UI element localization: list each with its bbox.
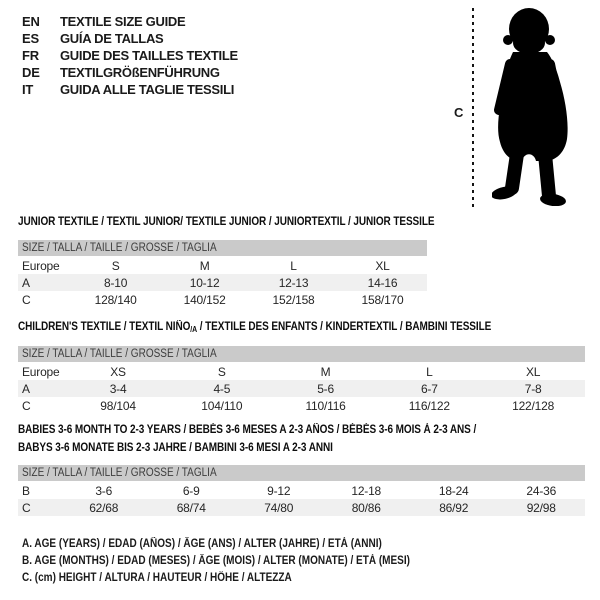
children-title-sub: /A	[190, 325, 198, 334]
children-title-pre: CHILDREN'S TEXTILE / TEXTIL NIÑO	[18, 321, 191, 333]
table-row	[18, 257, 427, 274]
table-row	[18, 363, 585, 380]
height-cell: 104/110	[201, 398, 243, 413]
table-row	[18, 274, 427, 291]
babies-section-title-line2: BABYS 3-6 MONATE BIS 2-3 JAHRE / BAMBINI 3-6 MESI A 2-3 ANNI	[18, 442, 333, 454]
language-title: TEXTILGRÖßENFÜHRUNG	[60, 65, 220, 80]
footnote-age-years: A. AGE (YEARS) / EDAD (AÑOS) / ÂGE (ANS) / ALTER (JAHRE) / ETÀ (ANNI)	[22, 538, 382, 550]
height-dashed-line	[472, 8, 474, 208]
height-cell: 62/68	[89, 500, 119, 515]
language-code: ES	[22, 31, 39, 46]
babies-section-title-line1: BABIES 3-6 MONTH TO 2-3 YEARS / BEBÉS 3-6 MESES A 2-3 AÑOS / BÉBÉS 3-6 MOIS À 2-3 ANS /	[18, 424, 477, 436]
row-label: C	[22, 398, 31, 413]
height-cell: 152/158	[272, 292, 315, 307]
table-row	[18, 380, 585, 397]
size-header-label: SIZE / TALLA / TAILLE / GRÖSSE / TAGLIA	[22, 467, 217, 479]
row-label: C	[22, 292, 31, 307]
height-cell: 74/80	[264, 500, 294, 515]
language-code: DE	[22, 65, 40, 80]
age-cell: 10-12	[189, 275, 220, 290]
height-cell: 158/170	[361, 292, 404, 307]
language-code: IT	[22, 82, 34, 97]
height-cell: 140/152	[183, 292, 226, 307]
height-cell: 92/98	[526, 500, 556, 515]
age-cell: 6-7	[420, 381, 438, 396]
babies-size-table	[18, 465, 585, 516]
table-row	[18, 482, 585, 499]
height-cell: 86/92	[439, 500, 469, 515]
baby-silhouette-icon	[492, 6, 576, 206]
size-header-label: SIZE / TALLA / TAILLE / GRÖSSE / TAGLIA	[22, 242, 217, 254]
age-cell: 4-5	[213, 381, 231, 396]
height-cell: 128/140	[94, 292, 137, 307]
row-label: A	[22, 275, 30, 290]
height-cell: 80/86	[351, 500, 381, 515]
footnote-age-months: B. AGE (MONTHS) / EDAD (MESES) / ÂGE (MOIS) / ALTER (MONATE) / ETÀ (MESI)	[22, 555, 410, 567]
size-cell: XS	[110, 364, 126, 379]
language-title: GUÍA DE TALLAS	[60, 31, 164, 46]
children-size-table	[18, 346, 585, 414]
language-row	[22, 81, 238, 98]
language-title-list	[22, 13, 238, 98]
size-cell: M	[320, 364, 331, 379]
age-cell: 12-13	[278, 275, 309, 290]
age-cell: 5-6	[317, 381, 334, 396]
row-label: B	[22, 483, 30, 498]
language-row	[22, 13, 238, 30]
size-cell: S	[217, 364, 226, 379]
language-title: GUIDE DES TAILLES TEXTILE	[60, 48, 238, 63]
language-row	[22, 64, 238, 81]
row-label: Europe	[22, 364, 60, 379]
age-cell: 3-4	[109, 381, 127, 396]
babies-table	[18, 482, 585, 516]
children-section-title	[18, 321, 491, 334]
height-cell: 116/122	[408, 398, 450, 413]
size-cell: L	[426, 364, 433, 379]
size-cell: L	[290, 258, 297, 273]
language-row	[22, 30, 238, 47]
junior-section-title: JUNIOR TEXTILE / TEXTIL JUNIOR/ TEXTILE JUNIOR / JUNIORTEXTIL / JUNIOR TESSILE	[18, 216, 435, 228]
age-cell: 18-24	[438, 483, 469, 498]
age-cell: 3-6	[95, 483, 113, 498]
language-code: FR	[22, 48, 39, 63]
language-title: TEXTILE SIZE GUIDE	[60, 14, 186, 29]
height-measure-label: C	[454, 105, 464, 120]
children-table	[18, 363, 585, 414]
junior-table	[18, 257, 427, 308]
table-row	[18, 291, 427, 308]
height-cell: 110/116	[305, 398, 346, 413]
footnote-height: C. (cm) HEIGHT / ALTURA / HAUTEUR / HÖHE / ALTEZZA	[22, 572, 292, 584]
footnote-list	[22, 536, 468, 587]
size-header-bar	[18, 240, 427, 256]
language-code: EN	[22, 14, 40, 29]
language-row	[22, 47, 238, 64]
age-cell: 12-18	[351, 483, 382, 498]
age-cell: 6-9	[182, 483, 200, 498]
language-title: GUIDA ALLE TAGLIE TESSILI	[60, 82, 235, 97]
size-header-bar	[18, 465, 585, 481]
size-cell: XL	[375, 258, 390, 273]
row-label: A	[22, 381, 30, 396]
age-cell: 9-12	[267, 483, 291, 498]
height-cell: 68/74	[176, 500, 206, 515]
size-header-label: SIZE / TALLA / TAILLE / GRÖSSE / TAGLIA	[22, 348, 217, 360]
row-label: Europe	[22, 258, 60, 273]
age-cell: 8-10	[104, 275, 128, 290]
height-cell: 98/104	[100, 398, 136, 413]
size-cell: M	[199, 258, 210, 273]
junior-size-table	[18, 240, 427, 308]
table-row	[18, 499, 585, 516]
size-cell: XL	[525, 364, 541, 379]
size-header-bar	[18, 346, 585, 362]
children-title-post: / TEXTILE DES ENFANTS / KINDERTEXTIL / BAMBINI TESSILE	[197, 321, 492, 333]
age-cell: 14-16	[367, 275, 398, 290]
size-cell: S	[111, 258, 120, 273]
row-label: C	[22, 500, 31, 515]
age-cell: 24-36	[526, 483, 557, 498]
table-row	[18, 397, 585, 414]
age-cell: 7-8	[524, 381, 542, 396]
height-cell: 122/128	[512, 398, 555, 413]
